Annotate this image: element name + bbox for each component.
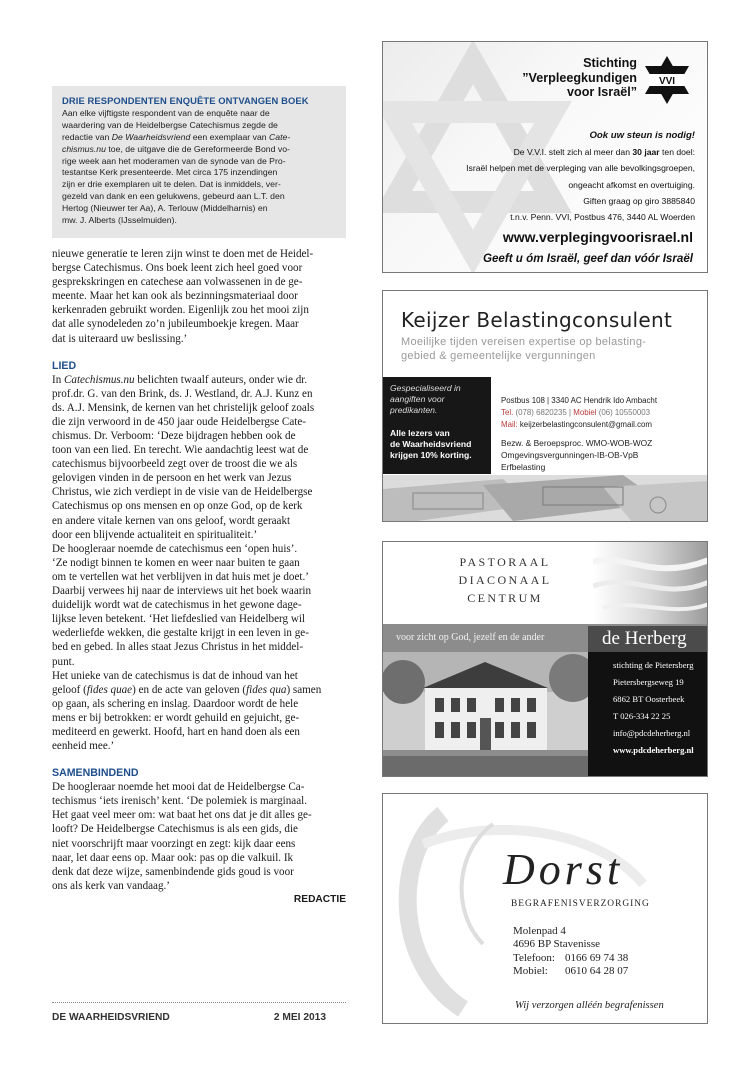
ad2-phone-row: [501, 407, 657, 419]
ad-verpleegkundigen-israel[interactable]: [382, 41, 708, 273]
book-title: Catechismus.nu: [64, 373, 135, 386]
infobox-text-part: toe, de uitgave die de Gereformeerde Bond vo- rige week aan het moderamen van de synode van de Pro- testantse Kerk presenteerde. Met circa 175 inzendingen zijn er drie exemplaren uit te delen. Dat is inmiddels, ver- gezeld van dank en een gelukwens, gebeurd aan L.T. den Hertog (Nieuwer ter Aa), A. Terlouw (Middelharnis) en mw. J. Alberts (IJsselmuiden).: [62, 143, 290, 226]
section-heading-samenbindend: SAMENBINDEND: [52, 767, 139, 780]
ad3-info-line: stichting de Pietersberg: [613, 660, 694, 670]
ad2-subtitle: Moeilijke tijden vereisen expertise op belasting- gebied & gemeentelijke vergunningen: [401, 336, 647, 362]
phone-number: 0166 69 74 38: [565, 951, 629, 964]
infobox-title: DRIE RESPONDENTEN ENQUÊTE ONTVANGEN BOEK: [62, 95, 309, 106]
logo-text: VVI: [658, 76, 676, 87]
ad1-line: Israël helpen met de verpleging van alle bevolkingsgroepen,: [466, 163, 695, 174]
infobox-text-part: een exemplaar van: [190, 131, 270, 142]
ad4-subtitle: BEGRAFENISVERZORGING: [511, 899, 650, 909]
latin-term: fides qua: [246, 683, 287, 696]
phone-number: (078) 6820235 |: [513, 408, 574, 417]
infobox: [52, 86, 346, 238]
ad1-line: [395, 144, 695, 160]
article-column: [52, 86, 346, 905]
mail-address[interactable]: keijzerbelastingconsulent@gmail.com: [517, 420, 652, 429]
ad4-phone-row: [513, 952, 628, 965]
ad3-brand: de Herberg: [602, 628, 687, 649]
article-paragraph: [52, 669, 346, 754]
footer-date: 2 MEI 2013: [273, 1012, 326, 1023]
ad3-line-diaconaal: DIACONAAL: [458, 573, 552, 587]
house-photo-icon: [383, 652, 588, 777]
ad3-line-centrum: CENTRUM: [467, 591, 543, 605]
ad3-heading: [383, 542, 708, 624]
text-part: belichten twaalf auteurs, onder wie dr. prof.dr. G. van den Brink, ds. J. Westland, dr. A.J. Kunz en ds. A.J. Mensink, de kernen van het christelijk geloof zoals die zijn verwoord in de 450 jaar oude Heidelbergse Cate- chismus. Dr. Verboom: ‘Deze bijdragen hebben ook de toon van een lied. En terecht. Wie aandachtig leest wat de catechismus bijvoorbeeld zegt over de troost die we als gelovigen vinden in de persoon en het werk van Jezus Christus, wie zich verdiept in de visie van de Heidelbergse Catechismus op ons mensen en op onze God, op de kerk en andere vitale kernen van ons geloof, wordt geraakt door een blijvende actualiteit en spiritualiteit.’: [52, 373, 315, 541]
ad4-address: [513, 925, 628, 979]
ad3-website-link[interactable]: www.pdcdeherberg.nl: [613, 745, 694, 755]
article-paragraph: nieuwe generatie te leren zijn winst te doen met de Heidel- bergse Catechismus. Ons boek leent zich heel goed voor gesprekskringen en catechese aan volwassenen in de ge- meente. Maar het kan ook als bezinningsmateriaal door kerkenraden gebruikt worden. Eigenlijk zou het mooi zijn dat alle synodeleden zo’n jubileumboekje kregen. Maar dat is uiteraard uw beslissing.’: [52, 247, 314, 345]
text-emphasis: 30 jaar: [632, 147, 660, 158]
ad2-dark-box: [383, 377, 491, 474]
infobox-emphasis: Cate- chismus.nu: [62, 131, 291, 154]
ad2-discount-offer: Alle lezers van de Waarheidsvriend krijgen 10% korting.: [390, 428, 472, 460]
infobox-text-part: Aan elke vijftigste respondent van de enquête naar de waardering van de Heidelbergse Catechismus zegde de redactie van: [62, 107, 278, 142]
org-line: ”Verpleegkundigen: [522, 70, 637, 85]
ad4-city: 4696 BP Stavenisse: [513, 938, 600, 951]
phone-label: Tel.: [501, 408, 514, 417]
mobile-number: (06) 10550003: [596, 408, 651, 417]
ad3-info-line: 6862 BT Oosterbeek: [613, 694, 685, 704]
ad2-postal-address: Postbus 108 | 3340 AC Hendrik Ido Ambacht: [501, 396, 658, 405]
decorative-swirl-icon: [383, 794, 708, 1024]
ad4-street: Molenpad 4: [513, 925, 566, 937]
ad3-band: [383, 624, 708, 652]
ad4-brand-name: Dorst: [503, 845, 624, 894]
ad1-line: Giften graag op giro 3885840: [583, 195, 695, 206]
ad2-mail-row[interactable]: [501, 419, 657, 431]
phone-label: Telefoon:: [513, 951, 555, 964]
latin-term: fides quae: [86, 683, 133, 696]
ad-keijzer-belastingconsulent[interactable]: [382, 290, 708, 522]
ad3-brand-box: [588, 626, 708, 652]
article-paragraph: De hoogleraar noemde het mooi dat de Heidelbergse Ca- techismus ‘iets irenisch’ kent. ‘De polemiek is marginaal. Het gaat veel meer om: wat baat het ons dat je dit alles ge- looft? De Heidelbergse Catechismus is als een gids, die niet voorschrijft maar voorzingt en zegt: kijk daar eens naar, let daar eens op. Maar ook: pas op die valkuil. Ik denk dat deze wijze, samenbindende gids goud is voor ons als kerk van vandaag.’: [52, 781, 312, 892]
ad1-website-link[interactable]: www.verplegingvoorisrael.nl: [502, 229, 693, 245]
text-part: ) samen op gaan, als schering en inslag. Daardoor wordt de hele mens er bij betrokken: er wordt gehuild en gejuicht, ge- mediteerd en gewerkt. Hoofd, hart en hand doen als een eenheid mee.’: [52, 683, 322, 753]
ad2-services: Bezw. & Beroepsproc. WMO-WOB-WOZ Omgevingsvergunningen-IB-OB-VpB Erfbelasting: [501, 438, 653, 473]
text-part: In: [52, 373, 65, 386]
ad1-body: [395, 128, 695, 225]
text-part: ten doel:: [659, 147, 695, 158]
author-signature: REDACTIE: [293, 893, 346, 905]
ad3-band-text: voor zicht op God, jezelf en de ander: [396, 632, 545, 643]
ad1-line: ongeacht afkomst en overtuiging.: [568, 179, 695, 190]
banknotes-image-icon: [383, 475, 708, 522]
infobox-text: [62, 108, 338, 227]
ad2-title: Keijzer Belastingconsulent: [401, 308, 673, 332]
ad4-mobile-row: [513, 965, 628, 978]
ad2-specialisation: Gespecialiseerd in aangiften voor predikanten.: [390, 383, 461, 415]
mobile-number: 0610 64 28 07: [565, 965, 629, 978]
ad2-contact: [501, 395, 657, 431]
text-part: Het unieke van de catechismus is dat de inhoud van het geloof (: [52, 669, 298, 696]
ad4-tagline: Wij verzorgen alléén begrafenissen: [515, 1000, 664, 1011]
ad3-info-line: Pietersbergseweg 19: [613, 677, 684, 687]
ad1-slogan: Geeft u óm Israël, geef dan vóór Israël: [482, 252, 693, 265]
mobile-label: Mobiel: [573, 408, 597, 417]
mobile-label: Mobiel:: [513, 965, 548, 978]
footer-divider: [52, 1002, 346, 1003]
star-of-david-logo-icon: [641, 54, 693, 106]
org-line: Stichting: [583, 56, 637, 70]
ad1-line: t.n.v. Penn. VVI, Postbus 476, 3440 AL Woerden: [510, 212, 695, 223]
ad3-email[interactable]: info@pdcdeherberg.nl: [613, 728, 691, 738]
article-paragraph: [52, 373, 346, 542]
ad3-line-pastoraal: PASTORAAL: [459, 555, 551, 569]
text-part: ) en de acte van geloven (: [132, 683, 247, 696]
mail-label: Mail:: [501, 420, 518, 429]
article-paragraph: De hoogleraar noemde de catechismus een ‘open huis’. ‘Ze nodigt binnen te komen en weer naar buiten te gaan om te vertellen wat het verblijven in dat huis met je doet.’ Daarbij verwees hij naar de interviews uit het boek waarin duidelijk wordt wat de catechismus in het gewone dage- lijkse leven betekent. ‘Het liefdeslied van Heidelberg wil wederliefde wekken, die gestalte krijgt in een leven in ge- bed en gebed. In alles staat Jezus Christus in het middel- punt.: [52, 542, 312, 668]
ad1-organisation: [522, 56, 637, 100]
ad-dorst-begrafenisverzorging[interactable]: [382, 793, 708, 1024]
ad3-contact: [588, 652, 708, 777]
text-part: De V.V.I. stelt zich al meer dan: [513, 147, 633, 158]
ad1-tagline: Ook uw steun is nodig!: [589, 130, 695, 141]
ad-de-herberg[interactable]: [382, 541, 708, 777]
infobox-emphasis: De Waarheidsvriend: [111, 131, 191, 142]
footer-publication: DE WAARHEIDSVRIEND: [52, 1012, 170, 1023]
section-heading-lied: LIED: [52, 359, 77, 372]
org-line: voor Israël”: [567, 85, 637, 99]
ad3-info-line: T 026-334 22 25: [613, 711, 671, 721]
